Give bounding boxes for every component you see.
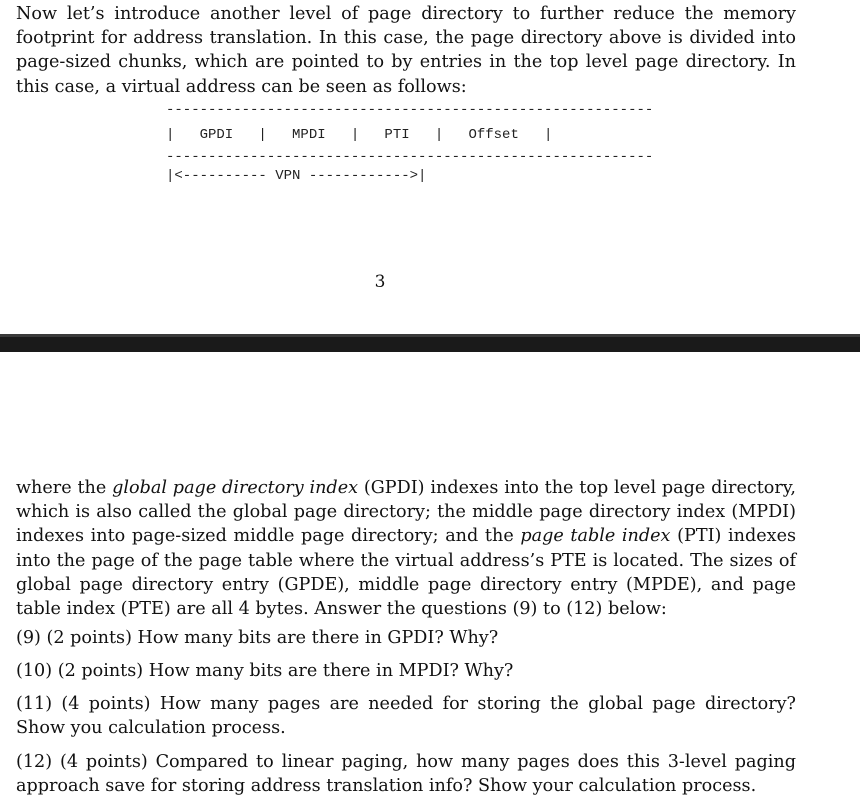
- question-12: (12) (4 points) Compared to linear paging, how many pages does this 3-level paging approach save for storing address translation info? Show your calculation process.: [16, 752, 796, 797]
- address-format-top-border: ----------------------------------------------------------: [166, 102, 654, 118]
- intro-paragraph: Now let’s introduce another level of page directory to further reduce the memory footprint for address translation. In this case, the page directory above is divided into page-sized chunks, which are pointed to by entries in the top level page directory. In this case, a virtual address can be seen as follows:: [16, 4, 796, 97]
- body-middle-1: (GPDI) indexes into the top level page directory, which is also called the global page directory; the middle page directory index (MPDI) indexes into page-sized middle page directory; and the: [16, 478, 797, 547]
- term-page-table-index: page table index: [520, 526, 671, 547]
- body-paragraph: [16, 476, 796, 621]
- page-break-highlight: [0, 334, 860, 337]
- question-11: (11) (4 points) How many pages are needed for storing the global page directory? Show you calculation process.: [16, 694, 796, 739]
- page-number: 3: [374, 272, 386, 292]
- question-9: (9) (2 points) How many bits are there in GPDI? Why?: [16, 628, 499, 648]
- address-format-bottom-border: ----------------------------------------------------------: [166, 149, 654, 165]
- address-format-fields: | GPDI | MPDI | PTI | Offset |: [166, 127, 553, 143]
- body-middle-2: (PTI) indexes into the page of the page table where the virtual address’s PTE is located. The sizes of global page directory entry (GPDE), middle page directory entry (MPDE), and page table index (PTE) are all 4 bytes. Answer the questions (9) to (12) below:: [16, 526, 797, 620]
- term-global-page-directory-index: global page directory index: [112, 478, 359, 498]
- address-format-vpn-span: |<---------- VPN ------------>|: [166, 168, 427, 184]
- question-10: (10) (2 points) How many bits are there in MPDI? Why?: [16, 661, 514, 681]
- body-prefix: where the: [16, 478, 113, 498]
